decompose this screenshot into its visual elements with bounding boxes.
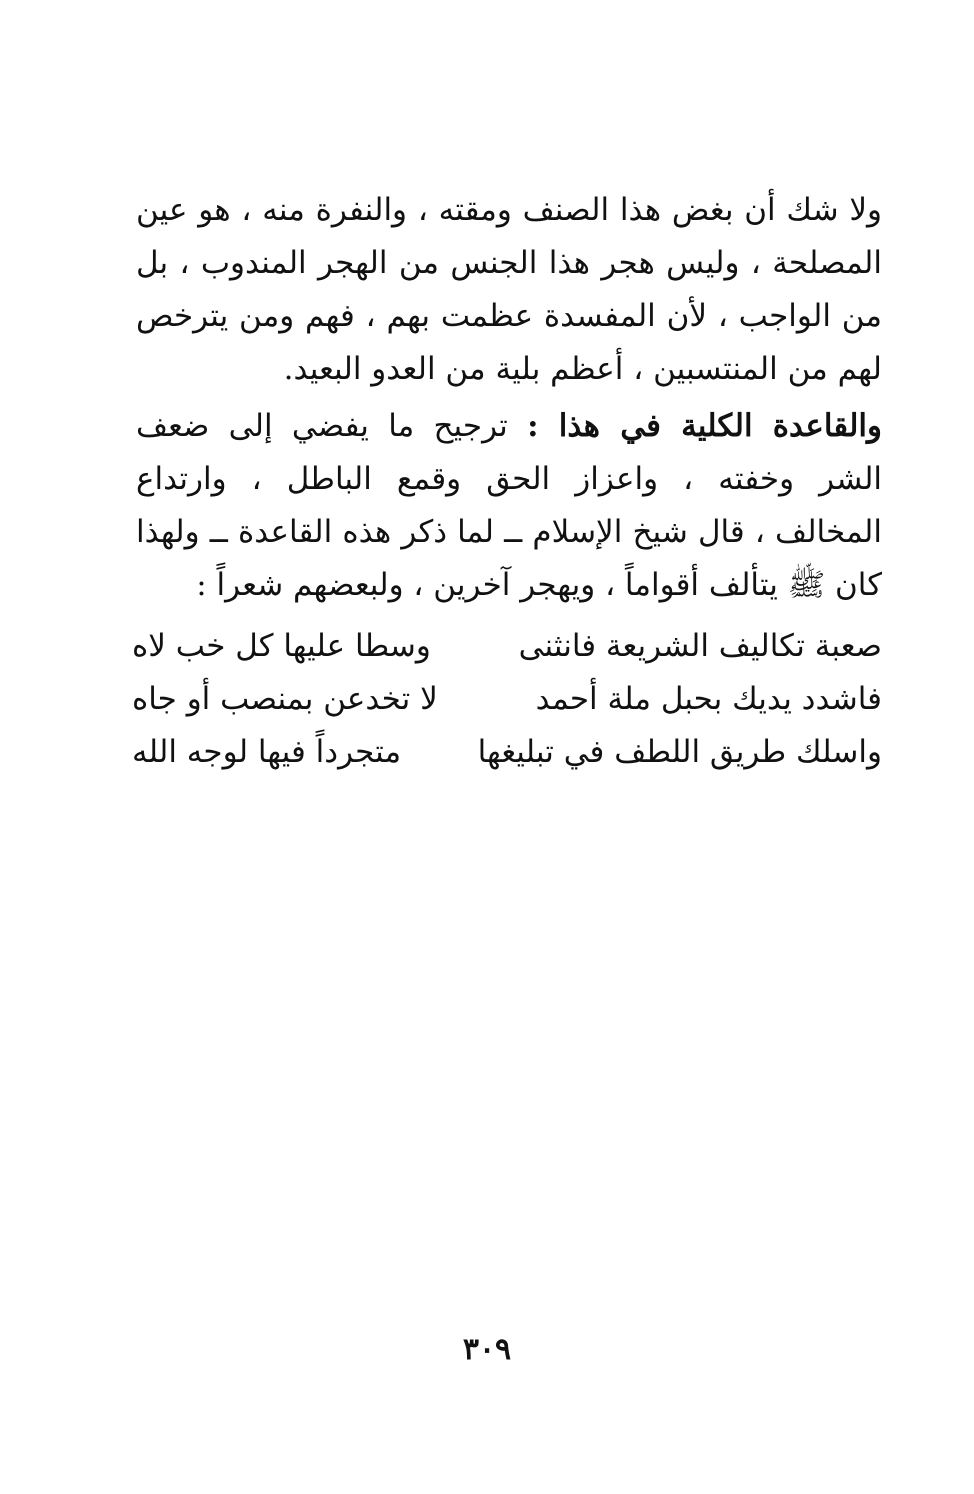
paragraph-2 bbox=[136, 400, 882, 612]
verse-first-hemistich: صعبة تكاليف الشريعة فانثنى bbox=[518, 628, 882, 664]
paragraph-2-line: المخالف ، قال شيخ الإسلام ــ لما ذكر هذه القاعدة ــ ولهذا bbox=[136, 514, 882, 550]
paragraph-1-line: المصلحة ، وليس هجر هذا الجنس من الهجر المندوب ، بل bbox=[136, 245, 882, 281]
poem bbox=[132, 620, 882, 779]
verse-second-hemistich: متجرداً فيها لوجه الله bbox=[132, 734, 402, 770]
paragraph-2-line: كان ﷺ يتألف أقواماً ، ويهجر آخرين ، ولبعضهم شعراً : bbox=[196, 567, 882, 603]
poem-verse bbox=[132, 620, 882, 673]
paragraph-2-line: الشر وخفته ، واعزاز الحق وقمع الباطل ، وارتداع bbox=[136, 461, 882, 497]
verse-second-hemistich: لا تخدعن بمنصب أو جاه bbox=[132, 681, 438, 717]
page-number: ٣٠٩ bbox=[462, 1332, 512, 1367]
poem-verse bbox=[132, 673, 882, 726]
verse-first-hemistich: فاشدد يديك بحبل ملة أحمد bbox=[535, 681, 882, 717]
rule-heading-continuation: ترجيح ما يفضي إلى ضعف bbox=[136, 408, 528, 444]
rule-heading: والقاعدة الكلية في هذا : bbox=[527, 408, 882, 444]
paragraph-1-line: من الواجب ، لأن المفسدة عظمت بهم ، فهم ومن يترخص bbox=[136, 298, 882, 334]
verse-second-hemistich: وسطا عليها كل خب لاه bbox=[132, 628, 431, 664]
paragraph-1-line: لهم من المنتسبين ، أعظم بلية من العدو البعيد. bbox=[283, 351, 882, 387]
verse-first-hemistich: واسلك طريق اللطف في تبليغها bbox=[477, 734, 882, 770]
paragraph-1-line: ولا شك أن بغض هذا الصنف ومقته ، والنفرة منه ، هو عين bbox=[136, 192, 882, 228]
paragraph-1 bbox=[136, 184, 882, 396]
poem-verse bbox=[132, 726, 882, 779]
paragraph-2-first-line bbox=[136, 400, 882, 453]
